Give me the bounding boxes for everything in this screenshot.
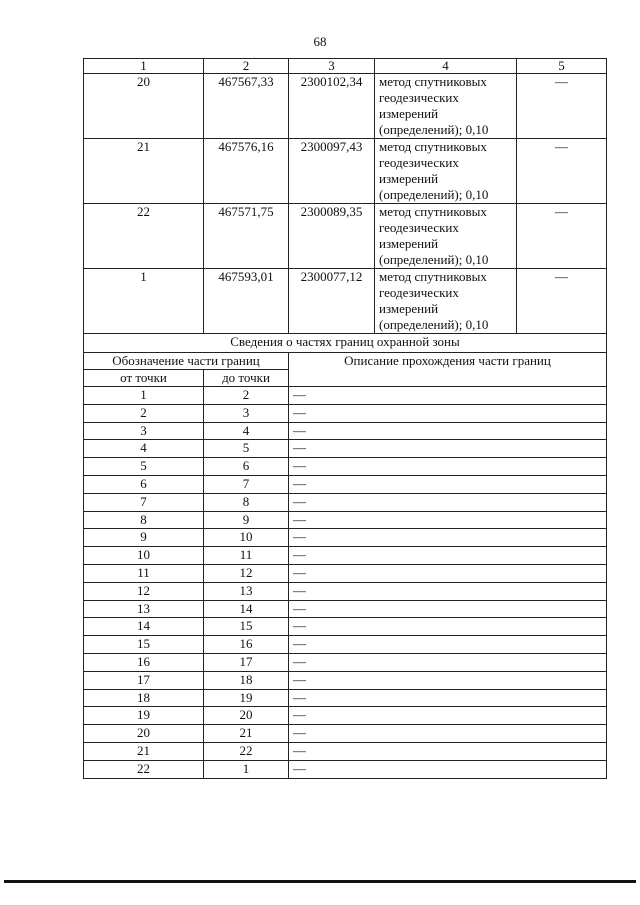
to-point: 20 xyxy=(204,707,289,725)
from-point: 19 xyxy=(84,707,204,725)
from-point: 12 xyxy=(84,582,204,600)
bottom-rule xyxy=(4,880,636,883)
from-point: 8 xyxy=(84,511,204,529)
method-line: метод спутниковых xyxy=(379,269,487,284)
boundary-description: — xyxy=(289,689,607,707)
y-coordinate: 2300097,43 xyxy=(289,139,375,204)
boundary-description: — xyxy=(289,422,607,440)
section-title-row xyxy=(84,334,607,353)
to-point-header: до точки xyxy=(204,370,289,387)
boundary-description: — xyxy=(289,707,607,725)
y-coordinate: 2300077,12 xyxy=(289,269,375,334)
y-coordinate: 2300102,34 xyxy=(289,74,375,139)
method-description xyxy=(375,139,517,204)
method-description xyxy=(375,204,517,269)
boundary-row xyxy=(84,600,607,618)
boundary-row xyxy=(84,529,607,547)
boundary-description: — xyxy=(289,725,607,743)
from-point: 10 xyxy=(84,547,204,565)
boundary-description: — xyxy=(289,618,607,636)
to-point: 22 xyxy=(204,742,289,760)
boundary-row xyxy=(84,653,607,671)
from-point: 6 xyxy=(84,475,204,493)
to-point: 12 xyxy=(204,564,289,582)
from-point: 5 xyxy=(84,458,204,476)
to-point: 4 xyxy=(204,422,289,440)
from-point: 1 xyxy=(84,387,204,405)
method-line: (определений); 0,10 xyxy=(379,122,489,137)
note-dash: — xyxy=(517,74,607,139)
to-point: 15 xyxy=(204,618,289,636)
column-number: 1 xyxy=(84,59,204,74)
from-point: 22 xyxy=(84,760,204,778)
column-number: 5 xyxy=(517,59,607,74)
from-point: 21 xyxy=(84,742,204,760)
from-point: 2 xyxy=(84,404,204,422)
page-number: 68 xyxy=(313,34,327,49)
note-dash: — xyxy=(517,139,607,204)
from-point: 14 xyxy=(84,618,204,636)
x-coordinate: 467576,16 xyxy=(204,139,289,204)
boundary-row xyxy=(84,582,607,600)
method-line: (определений); 0,10 xyxy=(379,187,489,202)
method-line: измерений xyxy=(379,171,439,186)
from-point: 15 xyxy=(84,636,204,654)
to-point: 11 xyxy=(204,547,289,565)
boundary-description: — xyxy=(289,547,607,565)
y-coordinate: 2300089,35 xyxy=(289,204,375,269)
to-point: 14 xyxy=(204,600,289,618)
boundary-row xyxy=(84,636,607,654)
boundary-description: — xyxy=(289,511,607,529)
boundary-row xyxy=(84,742,607,760)
point-number: 1 xyxy=(84,269,204,334)
boundary-row xyxy=(84,422,607,440)
method-line: метод спутниковых xyxy=(379,204,487,219)
boundary-row xyxy=(84,618,607,636)
to-point: 13 xyxy=(204,582,289,600)
to-point: 7 xyxy=(204,475,289,493)
from-point: 9 xyxy=(84,529,204,547)
method-line: измерений xyxy=(379,106,439,121)
boundary-description: — xyxy=(289,475,607,493)
x-coordinate: 467593,01 xyxy=(204,269,289,334)
boundary-row xyxy=(84,707,607,725)
boundary-description: — xyxy=(289,458,607,476)
method-line: геодезических xyxy=(379,155,459,170)
method-description xyxy=(375,269,517,334)
boundary-description: — xyxy=(289,387,607,405)
to-point: 19 xyxy=(204,689,289,707)
boundary-description: — xyxy=(289,671,607,689)
boundary-row xyxy=(84,671,607,689)
coordinates-table xyxy=(83,58,607,779)
column-number: 2 xyxy=(204,59,289,74)
boundary-row xyxy=(84,511,607,529)
boundary-description: — xyxy=(289,653,607,671)
boundary-description: — xyxy=(289,636,607,654)
to-point: 9 xyxy=(204,511,289,529)
boundary-description: — xyxy=(289,600,607,618)
to-point: 6 xyxy=(204,458,289,476)
method-line: геодезических xyxy=(379,285,459,300)
from-point: 17 xyxy=(84,671,204,689)
x-coordinate: 467571,75 xyxy=(204,204,289,269)
to-point: 16 xyxy=(204,636,289,654)
boundary-description: — xyxy=(289,582,607,600)
coordinate-row xyxy=(84,139,607,204)
to-point: 5 xyxy=(204,440,289,458)
boundary-header-row xyxy=(84,353,607,370)
x-coordinate: 467567,33 xyxy=(204,74,289,139)
from-point-header: от точки xyxy=(84,370,204,387)
to-point: 8 xyxy=(204,493,289,511)
boundary-row xyxy=(84,564,607,582)
boundary-row xyxy=(84,387,607,405)
column-number: 4 xyxy=(375,59,517,74)
from-point: 4 xyxy=(84,440,204,458)
coordinate-row xyxy=(84,204,607,269)
boundary-row xyxy=(84,760,607,778)
from-point: 13 xyxy=(84,600,204,618)
point-number: 20 xyxy=(84,74,204,139)
from-point: 16 xyxy=(84,653,204,671)
boundary-row xyxy=(84,458,607,476)
boundary-description: — xyxy=(289,742,607,760)
method-line: (определений); 0,10 xyxy=(379,252,489,267)
coordinate-row xyxy=(84,269,607,334)
method-line: метод спутниковых xyxy=(379,139,487,154)
column-number-row xyxy=(84,59,607,74)
method-description xyxy=(375,74,517,139)
method-line: метод спутниковых xyxy=(379,74,487,89)
to-point: 3 xyxy=(204,404,289,422)
method-line: геодезических xyxy=(379,90,459,105)
from-point: 18 xyxy=(84,689,204,707)
coordinate-row xyxy=(84,74,607,139)
boundary-row xyxy=(84,689,607,707)
boundary-description: — xyxy=(289,760,607,778)
to-point: 10 xyxy=(204,529,289,547)
description-header: Описание прохождения части границ xyxy=(289,353,607,387)
to-point: 17 xyxy=(204,653,289,671)
boundary-description: — xyxy=(289,564,607,582)
method-line: измерений xyxy=(379,301,439,316)
boundary-row xyxy=(84,475,607,493)
to-point: 21 xyxy=(204,725,289,743)
column-number: 3 xyxy=(289,59,375,74)
method-line: геодезических xyxy=(379,220,459,235)
to-point: 18 xyxy=(204,671,289,689)
point-number: 21 xyxy=(84,139,204,204)
from-point: 7 xyxy=(84,493,204,511)
boundary-description: — xyxy=(289,529,607,547)
boundary-row xyxy=(84,440,607,458)
method-line: измерений xyxy=(379,236,439,251)
to-point: 2 xyxy=(204,387,289,405)
boundary-row xyxy=(84,547,607,565)
boundary-description: — xyxy=(289,440,607,458)
boundary-description: — xyxy=(289,404,607,422)
boundary-description: — xyxy=(289,493,607,511)
boundary-row xyxy=(84,493,607,511)
to-point: 1 xyxy=(204,760,289,778)
boundary-row xyxy=(84,404,607,422)
section-title: Сведения о частях границ охранной зоны xyxy=(84,334,607,353)
point-number: 22 xyxy=(84,204,204,269)
note-dash: — xyxy=(517,269,607,334)
method-line: (определений); 0,10 xyxy=(379,317,489,332)
from-point: 20 xyxy=(84,725,204,743)
from-point: 11 xyxy=(84,564,204,582)
note-dash: — xyxy=(517,204,607,269)
from-point: 3 xyxy=(84,422,204,440)
boundary-row xyxy=(84,725,607,743)
designation-header: Обозначение части границ xyxy=(84,353,289,370)
